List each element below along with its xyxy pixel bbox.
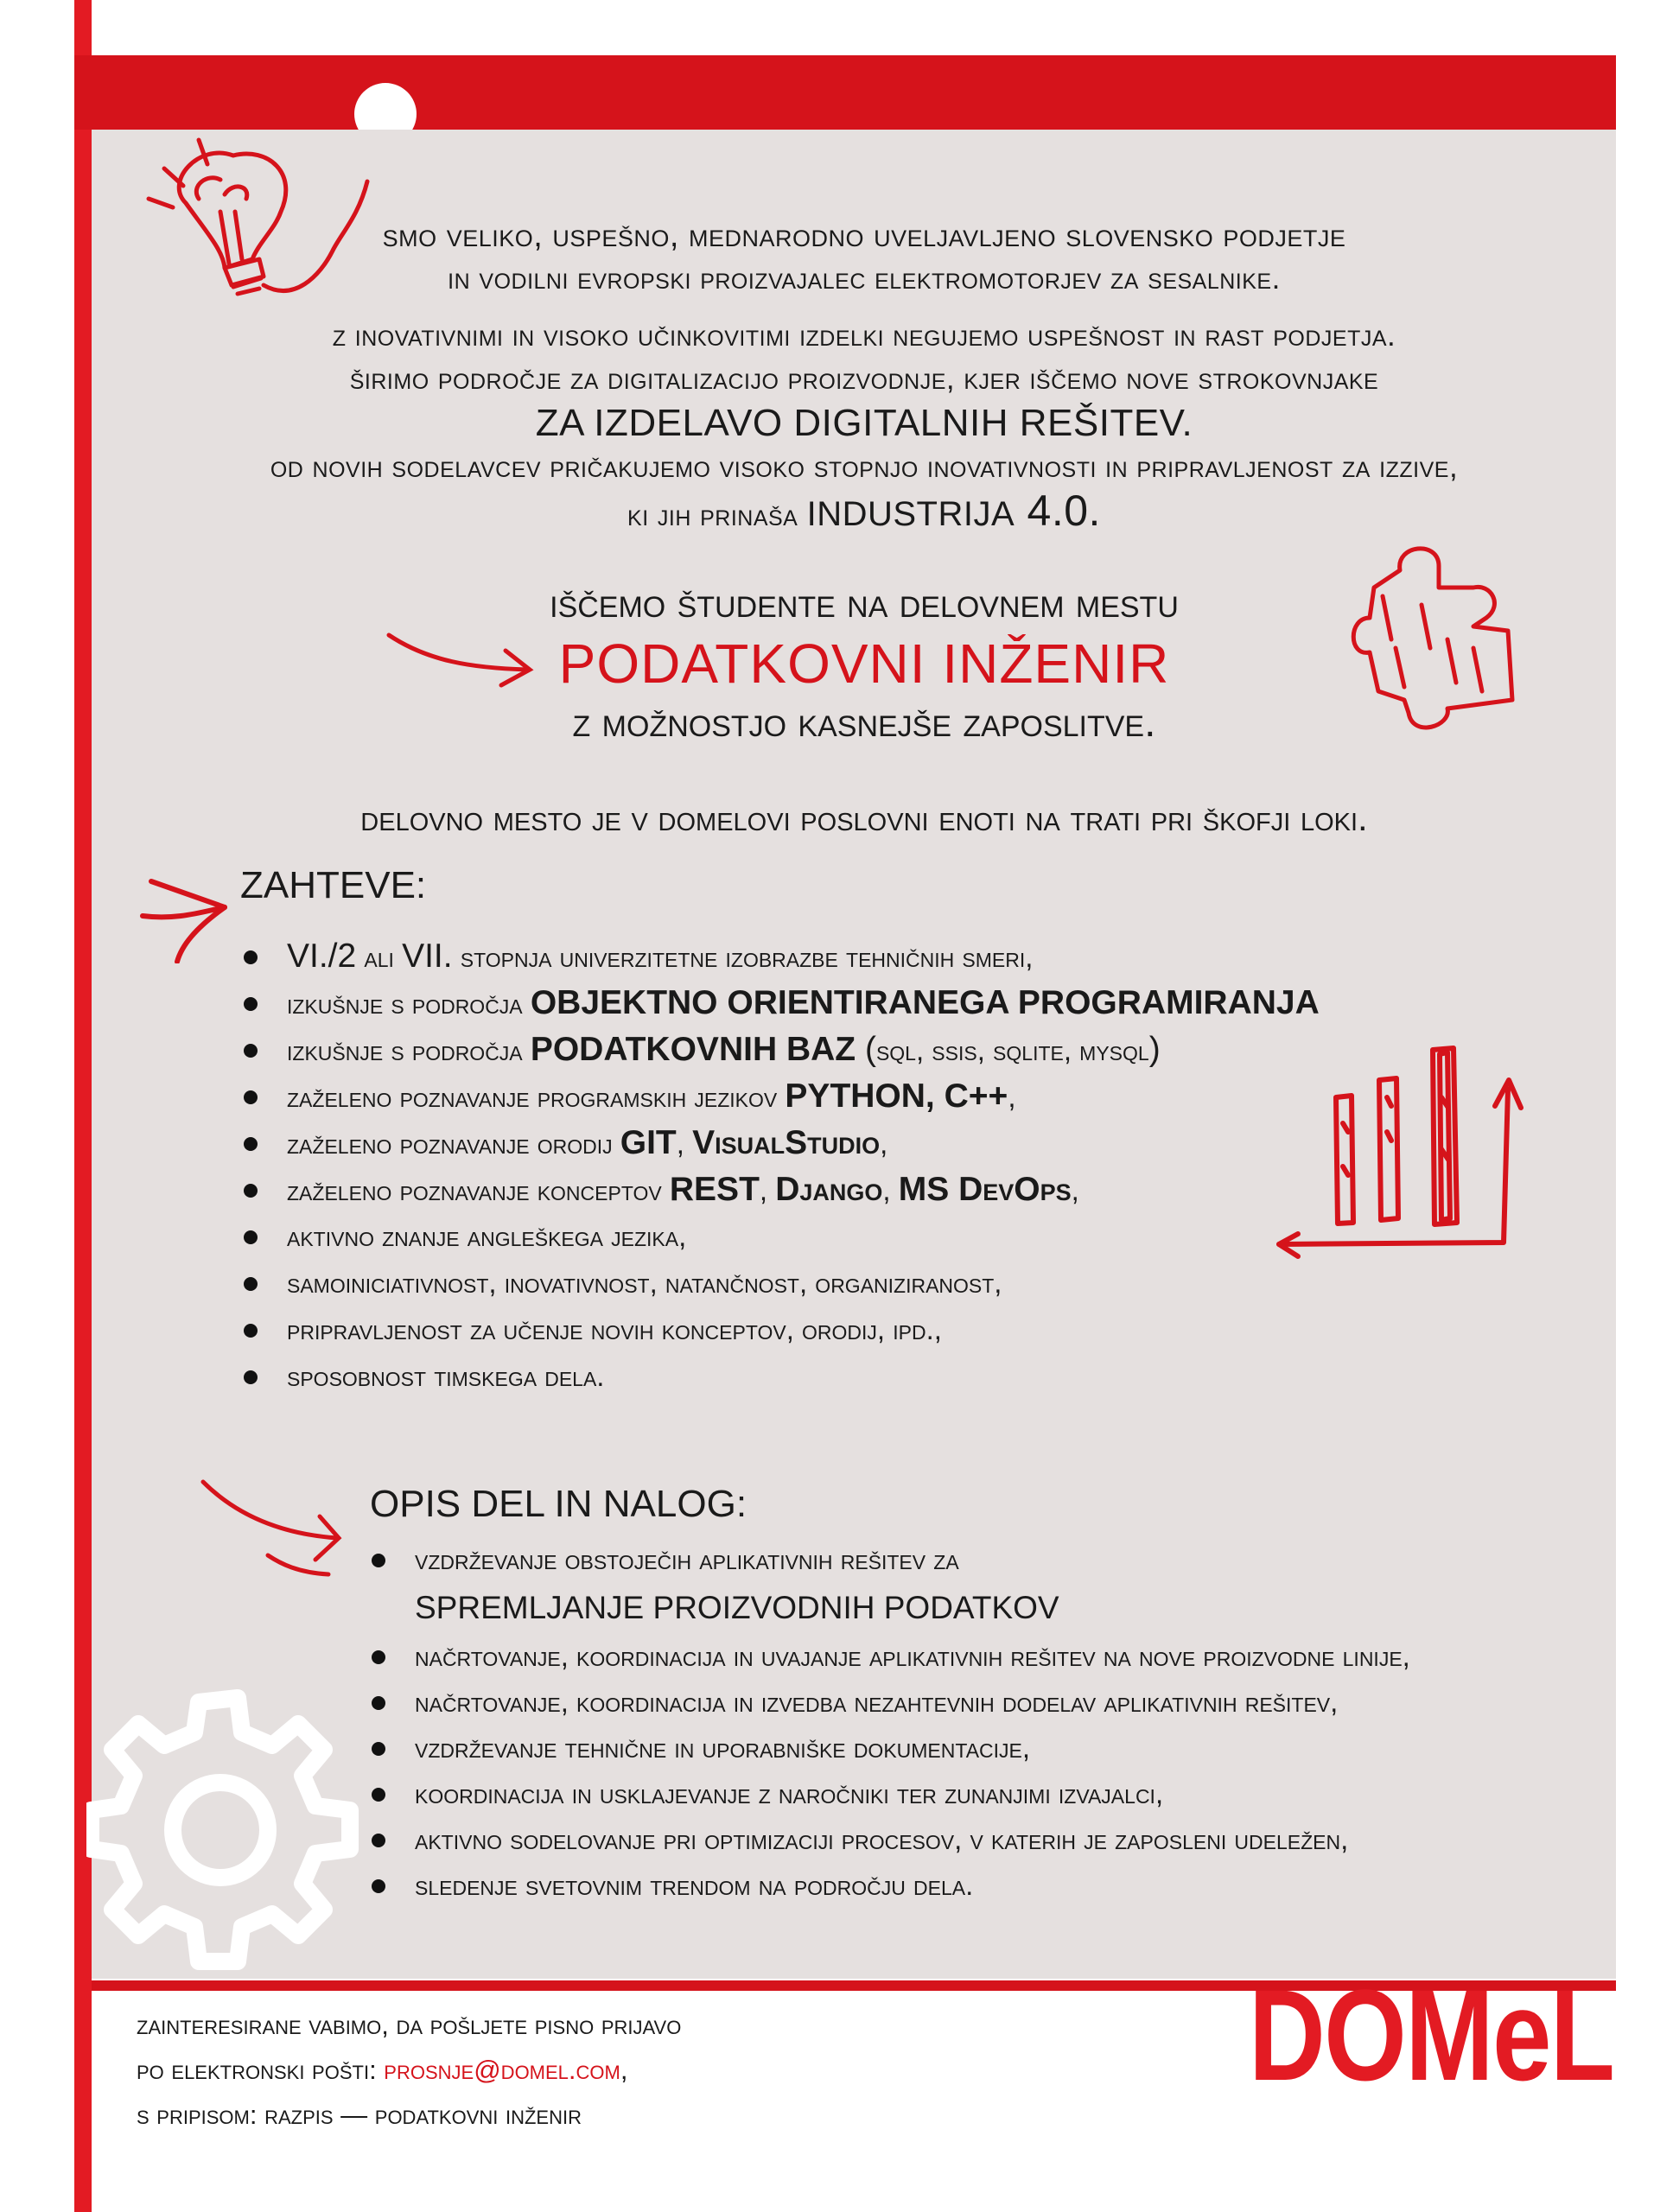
list-item-text: ) [1148,1031,1161,1068]
list-item [244,1120,1320,1166]
headline-line: z možnostjo kasnejše zaposlitve. [572,700,1156,746]
list-item-text: ali [356,941,403,973]
list-item: načrtovanje, koordinacija in izvedba nezahtevnih dodelav aplikativnih rešitev, [372,1679,1410,1725]
intro-line: širimo področje za digitalizacijo proizvodnje, kjer iščemo nove strokovnjake [349,362,1379,396]
list-item-text: sposobnost timskega dela. [287,1360,605,1392]
requirements-heading: ZAHTEVE: [240,864,427,906]
arrow-icon [199,1478,346,1577]
list-item-text: izkušnje s področja [287,1034,531,1066]
intro-line: smo veliko, uspešno, mednarodno uveljavljeno slovensko podjetje [382,218,1346,254]
list-item-text: SPREMLJANJE PROIZVODNIH PODATKOV [415,1590,1059,1625]
list-item [244,1306,1320,1353]
list-item [244,980,1320,1027]
list-item-text: OBJEKTNO ORIENTIRANEGA PROGRAMIRANJA [530,984,1320,1021]
intro-block [138,214,1590,537]
list-item-text: Django [775,1171,883,1208]
list-item-text: , [1008,1081,1016,1113]
list-item-text: zaželeno poznavanje programskih jezikov [287,1081,786,1113]
list-item [244,1353,1320,1400]
top-red-band [74,55,1616,130]
list-item-text: zaželeno poznavanje konceptov [287,1174,670,1206]
list-item-text: PODATKOVNIH BAZ [530,1031,856,1068]
list-item [244,1073,1320,1120]
list-item [244,1166,1320,1213]
list-item-text: samoiniciativnost, inovativnost, natančnost, organiziranost, [287,1267,1002,1299]
footer-line [137,2048,681,2093]
location-text [138,795,1590,842]
list-item [244,1027,1320,1073]
list-item [372,1536,1410,1633]
intro-line [138,486,1590,537]
list-item: načrtovanje, koordinacija in uvajanje aplikativnih rešitev na nove proizvodne linije, [372,1633,1410,1679]
list-item-text: VI./2 [287,938,357,975]
list-item-text: ( [856,1031,876,1068]
list-item: aktivno sodelovanje pri optimizaciji procesov, v katerih je zaposleni udeležen, [372,1816,1410,1862]
job-title: PODATKOVNI INŽENIR [558,632,1170,695]
intro-text: 4.0. [1015,486,1101,535]
list-item-text: , [880,1128,888,1160]
intro-line: od novih sodelavcev pričakujemo visoko stopnjo inovativnosti in pripravljenost za izzive, [270,450,1459,484]
list-item-text: VII. [402,938,453,975]
list-item-text: , [676,1128,693,1160]
footer-line: s pripisom: razpis — podatkovni inženir [137,2100,582,2130]
requirements-list [244,933,1320,1400]
list-item-text: MS DevOps [898,1171,1072,1208]
footer-text [137,2003,681,2138]
location-line: delovno mesto je v domelovi poslovni enoti na trati pri škofji loki. [360,798,1368,838]
list-item-text: aktivno znanje angleškega jezika, [287,1220,687,1252]
list-item-text: , [882,1174,899,1206]
list-item-text: GIT [620,1124,677,1161]
intro-text: INDUSTRIJA [806,495,1015,533]
footer-text-part: po elektronski pošti: [137,2055,385,2085]
tasks-heading: OPIS DEL IN NALOG: [370,1483,747,1525]
list-item [244,1260,1320,1306]
list-item [244,1213,1320,1260]
list-item: koordinacija in usklajevanje z naročniki ter zunanjimi izvajalci, [372,1770,1410,1816]
list-item [244,933,1320,980]
footer-text-part: , [620,2055,628,2085]
intro-line: in vodilni evropski proizvajalec elektromotorjev za sesalnike. [448,262,1281,296]
list-item: sledenje svetovnim trendom na področju dela. [372,1862,1410,1908]
gear-icon [86,1685,398,1970]
intro-line: ZA IZDELAVO DIGITALNIH REŠITEV. [535,402,1193,444]
list-item-text: izkušnje s področja [287,988,531,1020]
list-item-text: , [759,1174,776,1206]
domel-logo: DOMeL [1249,1962,1614,2107]
list-item: vzdrževanje tehnične in uporabniške dokumentacije, [372,1725,1410,1770]
list-item-text: vzdrževanje obstoječih aplikativnih rešitev za [415,1543,959,1575]
list-item-text: VisualStudio [692,1124,881,1161]
list-item-text: pripravljenost za učenje novih konceptov, orodij, ipd., [287,1313,942,1345]
intro-line: z inovativnimi in visoko učinkovitimi izdelki negujemo uspešnost in rast podjetja. [332,319,1396,353]
list-item-text: sql, ssis, sqlite, mysql [875,1034,1149,1066]
list-item-text: zaželeno poznavanje orodij [287,1128,620,1160]
tasks-list [372,1536,1410,1908]
intro-text: ki jih prinaša [627,499,807,532]
email-link[interactable]: prosnje@domel.com [384,2055,620,2085]
footer-line: zainteresirane vabimo, da pošljete pisno prijavo [137,2010,682,2040]
list-item-text: REST [669,1171,760,1208]
arrow-icon [134,877,233,963]
list-item-text: stopnja univerzitetne izobrazbe tehničnih smeri, [452,941,1034,973]
list-item-text: , [1071,1174,1079,1206]
headline-block [138,579,1590,748]
list-item-text: PYTHON, C++ [785,1077,1008,1115]
headline-line: iščemo študente na delovnem mestu [550,581,1179,626]
